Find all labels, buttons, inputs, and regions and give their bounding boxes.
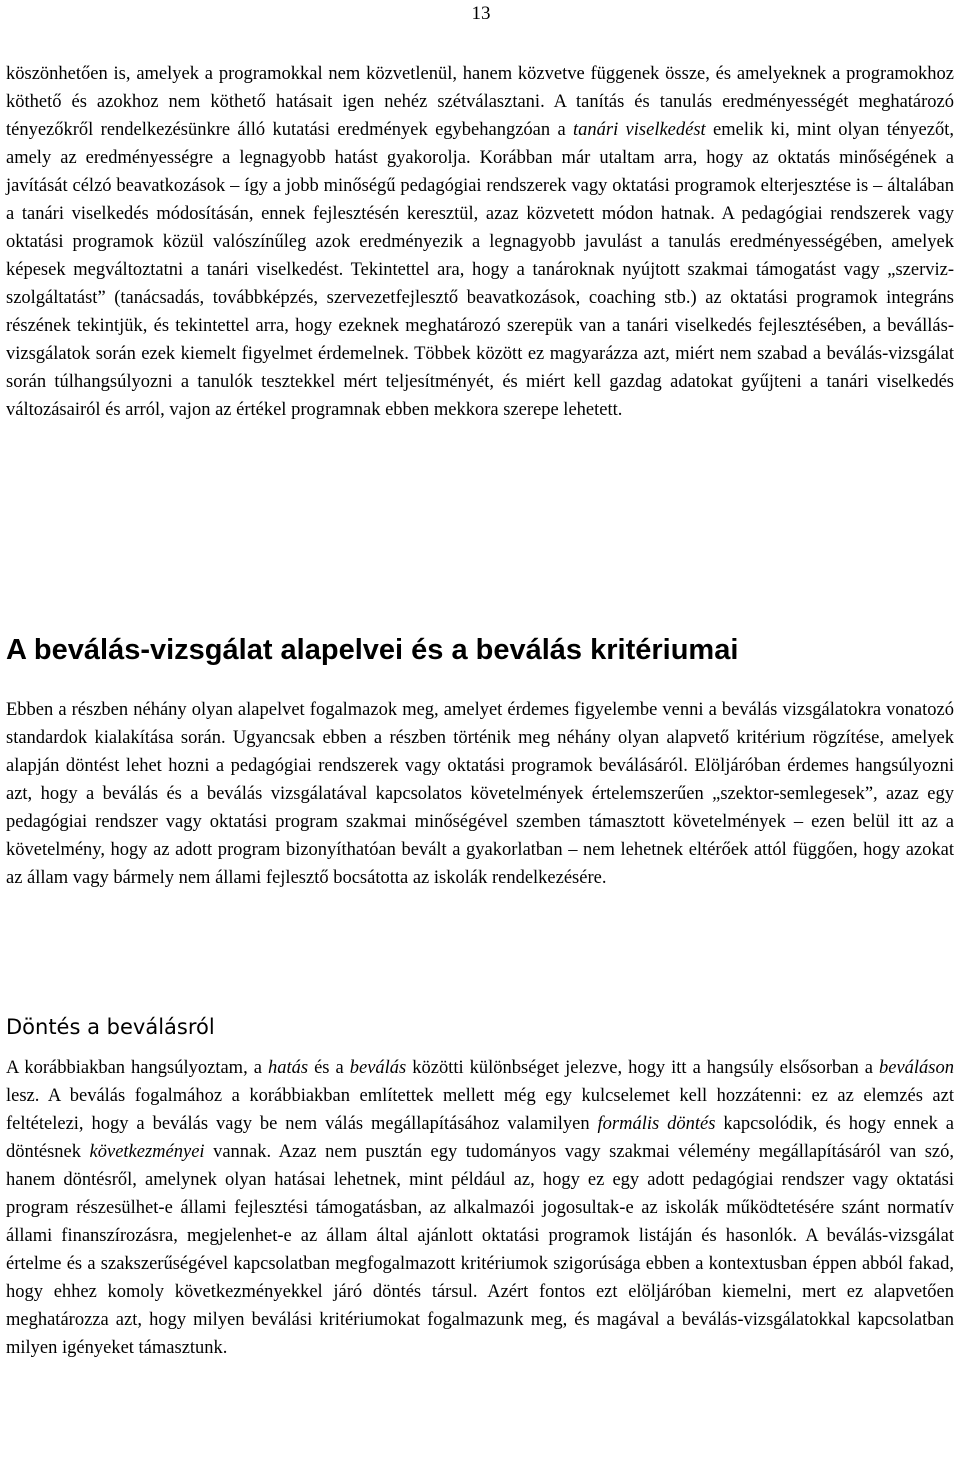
intro-text-2: emelik ki, mint olyan tényezőt, amely az eredményességre a legnagyobb hatást gyakorolja. Korábban már utaltam arra, hogy az oktatás minőségének a javítását célzó beavatkozások – így a jobb minőségű pedagógiai rendszerek vagy oktatási programok elterjesztése is – általában a tanári viselkedés módosításán, ennek fejlesztésén keresztül, azaz közvetett módon hatnak. A pedagógiai rendszerek vagy oktatási programok közül valószínűleg azok eredményezik a legnagyobb javulást a tanulás eredményességében, amelyek képesek megváltoztatni a tanári viselkedést. Tekintettel ara, hogy a tanároknak nyújtott szakmai támogatást vagy „szerviz-szolgáltatást” (tanácsadás, továbbképzés, szervezetfejlesztő beavatkozások, coaching stb.) az oktatási programok integráns részének tekintjük, és tekintettel arra, hogy ezeknek meghatározó szerepük van a tanári viselkedés fejlesztésében, a bevállás-vizsgálatok során ezek kiemelt figyelmet érdemelnek. Többek között ez magyarázza azt, miért nem szabad a beválás-vizsgálat során túlhangsúlyozni a tanulók tesztekkel mért teljesítményét, és miért kell gazdag adatokat gyűjteni a tanári viselkedés változásairól és arról, vajon az értékel programnak ebben mekkora szerepe lehetett.: [6, 120, 954, 420]
section-heading: A beválás-vizsgálat alapelvei és a beválás kritériumai: [6, 634, 739, 666]
intro-paragraph: [6, 60, 954, 424]
subsection-text-4: lesz. A beválás fogalmához a korábbiakban említettek mellett még egy kulcselemet kell hozzátenni: ez az elemzés azt feltételezi, hogy a beválás vagy be nem válás megállapításához valamilyen: [6, 1086, 954, 1134]
subsection-text-6: vannak. Azaz nem pusztán egy tudományos vagy szakmai vélemény megállapításáról van szó, hanem döntésről, amelynek olyan hatásai lehetnek, mint például az, hogy ez egy adott pedagógiai rendszer vagy oktatási program részesülhet-e állami fejlesztési támogatásban, az alkalmazói jogosultak-e az iskolák működtetésére szánt normatív állami finanszírozásra, megjelenhet-e az állam által ajánlott oktatási programok listáján és hasonlók. A beválás-vizsgálat értelme és a szakszerűségével kapcsolatban megfogalmazott kritériumok szigorúsága ebben a kontextusban éppen abból fakad, hogy ehhez komoly következményekkel járó döntés társul. Azért fontos ezt elöljáróban kiemelni, mert ez alapvetően meghatározza azt, hogy milyen beválási kritériumokat fogalmazunk meg, és magával a beválás-vizsgálatokkal kapcsolatban milyen igényeket támasztunk.: [6, 1142, 954, 1358]
subsection-emphasis-formalis-dontes: formális döntés: [597, 1114, 716, 1134]
subsection-emphasis-bevalason: beváláson: [879, 1058, 955, 1078]
page-number: 13: [471, 3, 491, 24]
subsection-emphasis-kovetkezmenyei: következményei: [89, 1142, 205, 1162]
subsection-paragraph: [6, 1054, 954, 1362]
subsection-text-1: A korábbiakban hangsúlyoztam, a: [6, 1058, 268, 1078]
subsection-text-3: közötti különbséget jelezve, hogy itt a hangsúly elsősorban a: [406, 1058, 879, 1078]
subsection-emphasis-hatas: hatás: [267, 1058, 309, 1078]
subsection-emphasis-bevalas: beválás: [349, 1058, 407, 1078]
section-paragraph: Ebben a részben néhány olyan alapelvet fogalmazok meg, amelyet érdemes figyelembe venni a beválás vizsgálatokra vonatozó standardok kialakítása során. Ugyancsak ebben a részben történik meg néhány olyan alapvető kritérium rögzítése, amelyek alapján döntést lehet hozni a pedagógiai rendszerek vagy oktatási programok beválásáról. Elöljáróban érdemes hangsúlyozni azt, hogy a beválás és a beválás vizsgálatával kapcsolatos követelmények értelemszerűen „szektor-semlegesek”, azaz egy pedagógiai rendszer vagy oktatási program szakmai minőségével szemben támasztott követelmények – ezen belül itt az a követelmény, hogy az adott program bizonyíthatóan bevált a gyakorlatban – nem lehetnek eltérőek attól függően, hogy azokat az állam vagy bármely nem állami fejlesztő bocsátotta az iskolák rendelkezésére.: [6, 700, 954, 888]
intro-emphasis-tanari-viselkedest: tanári viselkedést: [573, 120, 706, 140]
intro-text-1: köszönhetően is, amelyek a programokkal nem közvetlenül, hanem közvetve függenek össze, és amelyeknek a programokhoz köthető és azokhoz nem köthető hatásait igen nehéz szétválasztani. A tanítás és tanulás eredményességét meghatározó tényezőkről rendelkezésünkre álló kutatási eredmények egybehangzóan a: [6, 64, 954, 140]
subsection-paragraph-block: [6, 1054, 954, 1362]
intro-paragraph-block: [6, 60, 954, 424]
subsection-text-5: kapcsolódik, és hogy ennek a döntésnek: [6, 1114, 954, 1162]
subsection-heading: Döntés a beválásról: [6, 1015, 215, 1039]
subsection-text-2: és a: [308, 1058, 350, 1078]
section-paragraph-block: [6, 696, 954, 892]
